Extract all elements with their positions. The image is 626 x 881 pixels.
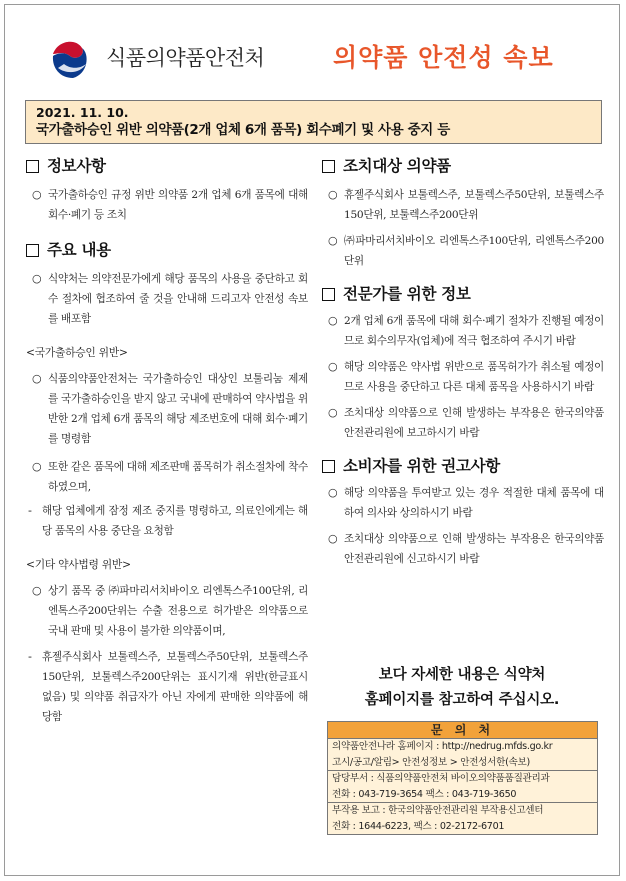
- other-violation-item: [26, 581, 308, 641]
- circle-bullet-icon: ○: [32, 584, 42, 597]
- expert-item-text: 해당 의약품은 약사법 위반으로 품목허가가 취소될 예정이므로 사용을 중단하고 다른 대체 품목을 사용하시기 바람: [344, 361, 604, 393]
- title-bar: [25, 100, 602, 144]
- bulletin-title: 의약품 안전성 속보: [333, 43, 554, 72]
- contact-department-text: 담당부서 : 식품의약품안전처 바이오의약품품질관리과: [332, 773, 550, 784]
- circle-bullet-icon: ○: [32, 460, 42, 473]
- consumer-item-text: 조치대상 의약품으로 인해 발생하는 부작용은 한국의약품안전관리원에 신고하시기 바람: [344, 533, 604, 565]
- contact-box: [327, 721, 598, 835]
- expert-item: [322, 403, 604, 443]
- other-violation-dash-text: 휴젤주식회사 보툴렉스주, 보툴렉스주50단위, 보툴렉스주150단위, 보툴렉스주200단위는 표시기재 위반(한글표시 없음) 및 의약품 취급자가 아닌 자에게 판매한 의약품에 해당함: [42, 651, 308, 723]
- section-consumers-heading: 소비자를 위한 권고사항: [343, 457, 500, 475]
- contact-path-text: 고시/공고/알림> 안전성정보 > 안전성서한(속보): [332, 756, 530, 768]
- expert-item: [322, 357, 604, 397]
- section-experts-heading: 전문가를 위한 정보: [343, 285, 471, 303]
- more-info-notice: [326, 663, 598, 713]
- violation-item-text: 또한 같은 품목에 대해 제조판매 품목허가 취소절차에 착수하였으며,: [48, 461, 308, 493]
- dash-bullet-icon: -: [28, 650, 32, 663]
- violation-dash-item: [26, 501, 308, 541]
- circle-bullet-icon: ○: [328, 406, 338, 419]
- document-title: 국가출하승인 위반 의약품(2개 업체 6개 품목) 회수폐기 및 사용 중지 등: [36, 122, 450, 138]
- consumer-item: [322, 483, 604, 523]
- circle-bullet-icon: ○: [328, 314, 338, 327]
- header: [0, 0, 626, 98]
- checkbox-square-icon: [26, 244, 39, 257]
- section-info: [26, 155, 308, 177]
- circle-bullet-icon: ○: [32, 372, 42, 385]
- contact-row-department-phone: [328, 787, 597, 804]
- section-main: [26, 239, 308, 261]
- contact-row-report: [328, 803, 597, 819]
- violation-item-text: 식품의약품안전처는 국가출하승인 대상인 보툴리눔 제제를 국가출하승인을 받지 않고 국내에 판매하여 약사법을 위반한 2개 업체 6개 품목의 해당 제조번호에 대해 회수·폐기를 명령함: [48, 373, 308, 445]
- other-violation-text: 상기 품목 중 ㈜파마리서치바이오 리엔톡스주100단위, 리엔톡스주200단위는 수출 전용으로 허가받은 의약품으로 국내 판매 및 사용이 불가한 의약품이며,: [48, 585, 308, 637]
- other-violation-dash-item: [26, 647, 308, 727]
- circle-bullet-icon: ○: [32, 188, 42, 201]
- violation-item: [26, 457, 308, 497]
- violation-item: [26, 369, 308, 449]
- expert-item: [322, 311, 604, 351]
- target-item: [322, 231, 604, 271]
- checkbox-square-icon: [322, 160, 335, 173]
- contact-row-department: [328, 771, 597, 787]
- agency-name: 식품의약품안전처: [106, 46, 265, 70]
- circle-bullet-icon: ○: [328, 486, 338, 499]
- checkbox-square-icon: [322, 460, 335, 473]
- expert-item-text: 조치대상 의약품으로 인해 발생하는 부작용은 한국의약품안전관리원에 보고하시기 바람: [344, 407, 604, 439]
- circle-bullet-icon: ○: [328, 532, 338, 545]
- more-info-line2: 홈페이지를 참고하여 주십시오.: [364, 692, 560, 708]
- contact-row-report-phone: [328, 819, 597, 835]
- contact-row-path: [328, 755, 597, 772]
- left-column: [26, 155, 308, 727]
- consumer-item: [322, 529, 604, 569]
- right-column: [322, 155, 604, 569]
- more-info-line1: 보다 자세한 내용은 식약처: [378, 667, 546, 683]
- contact-row-website: [328, 739, 597, 755]
- contact-website-text: 의약품안전나라 홈페이지 : http://nedrug.mfds.go.kr: [332, 741, 553, 752]
- section-info-heading: 정보사항: [47, 157, 106, 175]
- section-targets: [322, 155, 604, 177]
- circle-bullet-icon: ○: [32, 272, 42, 285]
- target-item-text: ㈜파마리서치바이오 리엔톡스주100단위, 리엔톡스주200단위: [344, 235, 604, 267]
- subsection-other-violation: <기타 약사법령 위반>: [26, 558, 131, 571]
- checkbox-square-icon: [26, 160, 39, 173]
- main-item: [26, 269, 308, 329]
- government-logo-icon: [50, 34, 96, 80]
- issue-date: 2021. 11. 10.: [36, 105, 129, 120]
- expert-item-text: 2개 업체 6개 품목에 대해 회수·폐기 절차가 진행될 예정이므로 회수의무자(업체)에 적극 협조하여 주시기 바람: [344, 315, 604, 347]
- violation-dash-text: 해당 업체에게 잠정 제조 중지를 명령하고, 의료인에게는 해당 품목의 사용 중단을 요청함: [42, 505, 308, 537]
- subsection-shipment-violation: <국가출하승인 위반>: [26, 346, 128, 359]
- info-item-text: 국가출하승인 규정 위반 의약품 2개 업체 6개 품목에 대해 회수·폐기 등 조치: [48, 189, 308, 221]
- consumer-item-text: 해당 의약품을 투여받고 있는 경우 적절한 대체 품목에 대하여 의사와 상의하시기 바람: [344, 487, 604, 519]
- circle-bullet-icon: ○: [328, 234, 338, 247]
- circle-bullet-icon: ○: [328, 188, 338, 201]
- target-item: [322, 185, 604, 225]
- section-experts: [322, 283, 604, 305]
- contact-department-phone-text: 전화 : 043-719-3654 팩스 : 043-719-3650: [332, 788, 517, 800]
- checkbox-square-icon: [322, 288, 335, 301]
- contact-heading: 문 의 처: [328, 722, 597, 739]
- info-item: [26, 185, 308, 225]
- target-item-text: 휴젤주식회사 보툴렉스주, 보툴렉스주50단위, 보툴렉스주150단위, 보툴렉스주200단위: [344, 189, 604, 221]
- main-item-text: 식약처는 의약전문가에게 해당 품목의 사용을 중단하고 회수 절차에 협조하여 줄 것을 안내해 드리고자 안전성 속보를 배포함: [48, 273, 308, 325]
- contact-report-phone-text: 전화 : 1644-6223, 팩스 : 02-2172-6701: [332, 820, 505, 832]
- circle-bullet-icon: ○: [328, 360, 338, 373]
- section-main-heading: 주요 내용: [47, 241, 111, 259]
- dash-bullet-icon: -: [28, 504, 32, 517]
- section-targets-heading: 조치대상 의약품: [343, 157, 451, 175]
- section-consumers: [322, 455, 604, 477]
- contact-report-text: 부작용 보고 : 한국의약품안전관리원 부작용신고센터: [332, 805, 544, 816]
